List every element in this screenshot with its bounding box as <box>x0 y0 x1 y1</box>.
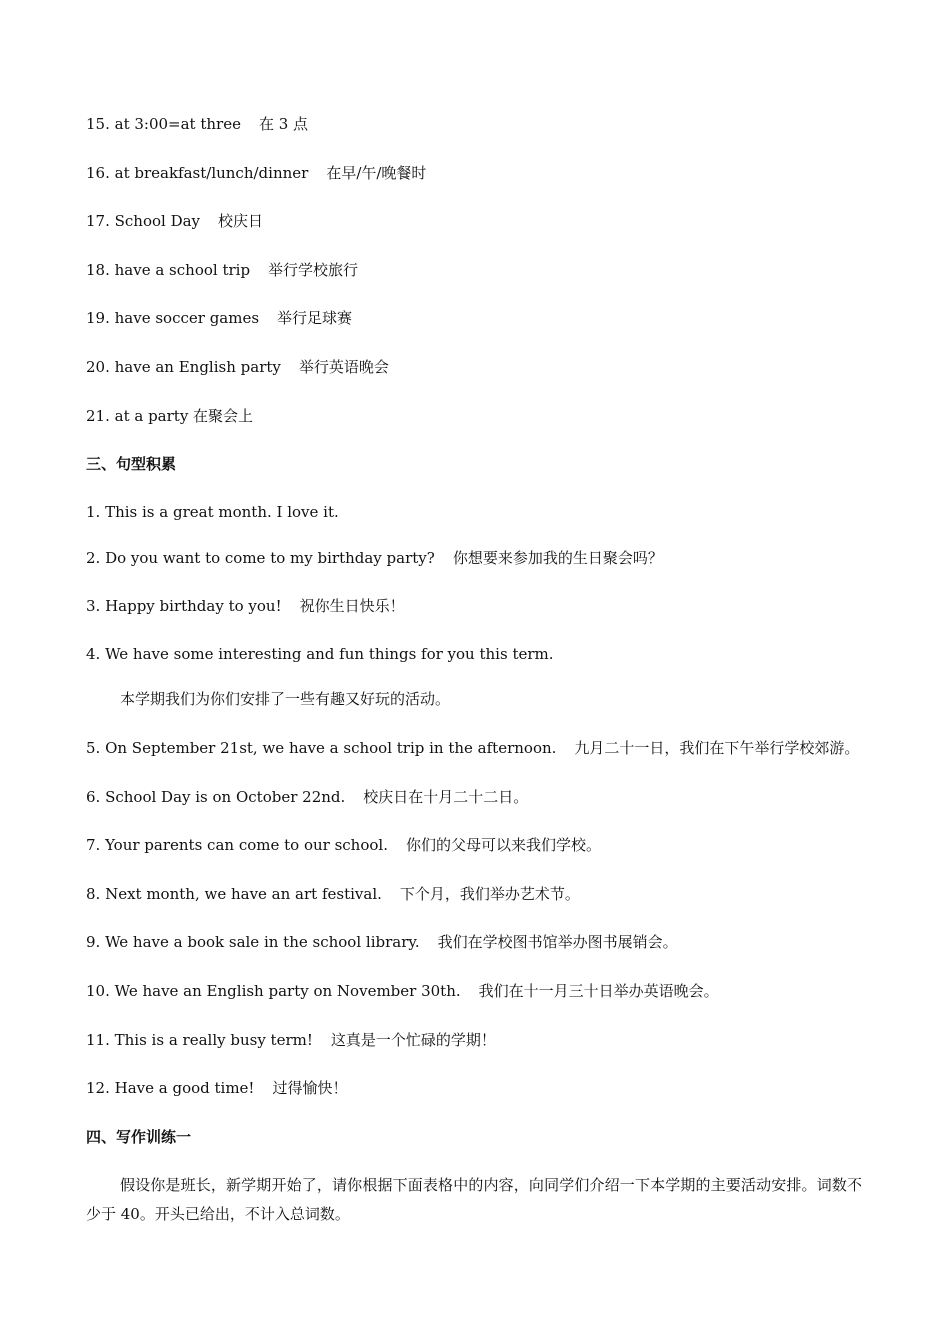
sentence-en: 10. We have an English party on November 30th. <box>86 982 461 1000</box>
sentence-en: 12. Have a good time! <box>86 1079 255 1097</box>
sentence-zh: 你们的父母可以来我们学校。 <box>405 836 601 854</box>
sentence-zh: 祝你生日快乐！ <box>299 597 405 615</box>
sentence-en: 11. This is a really busy term! <box>86 1031 313 1049</box>
sentence-en: 3. Happy birthday to you! <box>86 597 282 615</box>
sentence-en: 8. Next month, we have an art festival. <box>86 885 382 903</box>
vocab-en: 16. at breakfast/lunch/dinner <box>86 164 309 182</box>
sentence-zh-line: 本学期我们为你们安排了一些有趣又好玩的活动。 <box>120 690 451 708</box>
vocab-en: 21. at a party 在聚会上 <box>86 407 254 425</box>
sentence-item <box>86 1078 347 1098</box>
sentence-en: 5. On September 21st, we have a school trip in the afternoon. <box>86 739 557 757</box>
vocab-zh: 校庆日 <box>218 212 264 230</box>
vocab-en: 18. have a school trip <box>86 261 251 279</box>
writing-prompt: 假设你是班长，新学期开始了，请你根据下面表格中的内容，向同学们介绍一下本学期的主要活动安排。词数不少于 40。开头已给出，不计入总词数。 <box>86 1176 862 1223</box>
vocab-item <box>86 260 358 280</box>
vocab-item <box>86 308 352 328</box>
sentence-item <box>86 835 601 855</box>
section-heading: 三、句型积累 <box>86 455 177 473</box>
vocab-en: 17. School Day <box>86 212 201 230</box>
sentence-zh: 你想要来参加我的生日聚会吗？ <box>452 549 663 567</box>
sentence-zh: 我们在学校图书馆举办图书展销会。 <box>437 933 678 951</box>
sentence-en: 9. We have a book sale in the school library. <box>86 933 420 951</box>
sentence-item <box>86 644 554 664</box>
sentence-zh: 九月二十一日，我们在下午举行学校郊游。 <box>574 739 860 757</box>
sentence-item <box>86 981 719 1001</box>
sentence-translation <box>120 689 450 709</box>
sentence-en: 4. We have some interesting and fun things for you this term. <box>86 645 554 663</box>
sentence-item <box>86 502 339 522</box>
vocab-zh: 举行学校旅行 <box>268 261 359 279</box>
sentence-item <box>86 596 405 616</box>
sentence-item <box>86 1030 496 1050</box>
section-heading: 四、写作训练一 <box>86 1128 192 1146</box>
sentence-zh: 我们在十一月三十日举办英语晚会。 <box>478 982 719 1000</box>
vocab-en: 20. have an English party <box>86 358 281 376</box>
vocab-en: 19. have soccer games <box>86 309 260 327</box>
sentence-zh: 校庆日在十月二十二日。 <box>363 788 529 806</box>
sentence-zh: 这真是一个忙碌的学期！ <box>330 1031 496 1049</box>
vocab-zh: 举行足球赛 <box>277 309 353 327</box>
vocab-item <box>86 163 426 183</box>
sentence-item <box>86 787 528 807</box>
vocab-item <box>86 114 308 134</box>
sentence-en: 2. Do you want to come to my birthday party? <box>86 549 435 567</box>
vocab-item <box>86 211 263 231</box>
vocab-zh: 在早/午/晚餐时 <box>326 164 427 182</box>
sentence-item <box>86 738 859 758</box>
vocab-en: 15. at 3:00=at three <box>86 115 241 133</box>
sentence-item <box>86 548 663 568</box>
sentence-zh: 下个月，我们举办艺术节。 <box>399 885 580 903</box>
vocab-zh: 在 3 点 <box>258 115 309 133</box>
sentence-item <box>86 884 580 904</box>
sentence-zh: 过得愉快！ <box>272 1079 348 1097</box>
sentence-en: 1. This is a great month. I love it. <box>86 503 339 521</box>
sentence-en: 7. Your parents can come to our school. <box>86 836 388 854</box>
vocab-item <box>86 357 389 377</box>
vocab-zh: 举行英语晚会 <box>298 358 389 376</box>
sentence-item <box>86 932 678 952</box>
vocab-item <box>86 406 253 426</box>
sentence-en: 6. School Day is on October 22nd. <box>86 788 346 806</box>
